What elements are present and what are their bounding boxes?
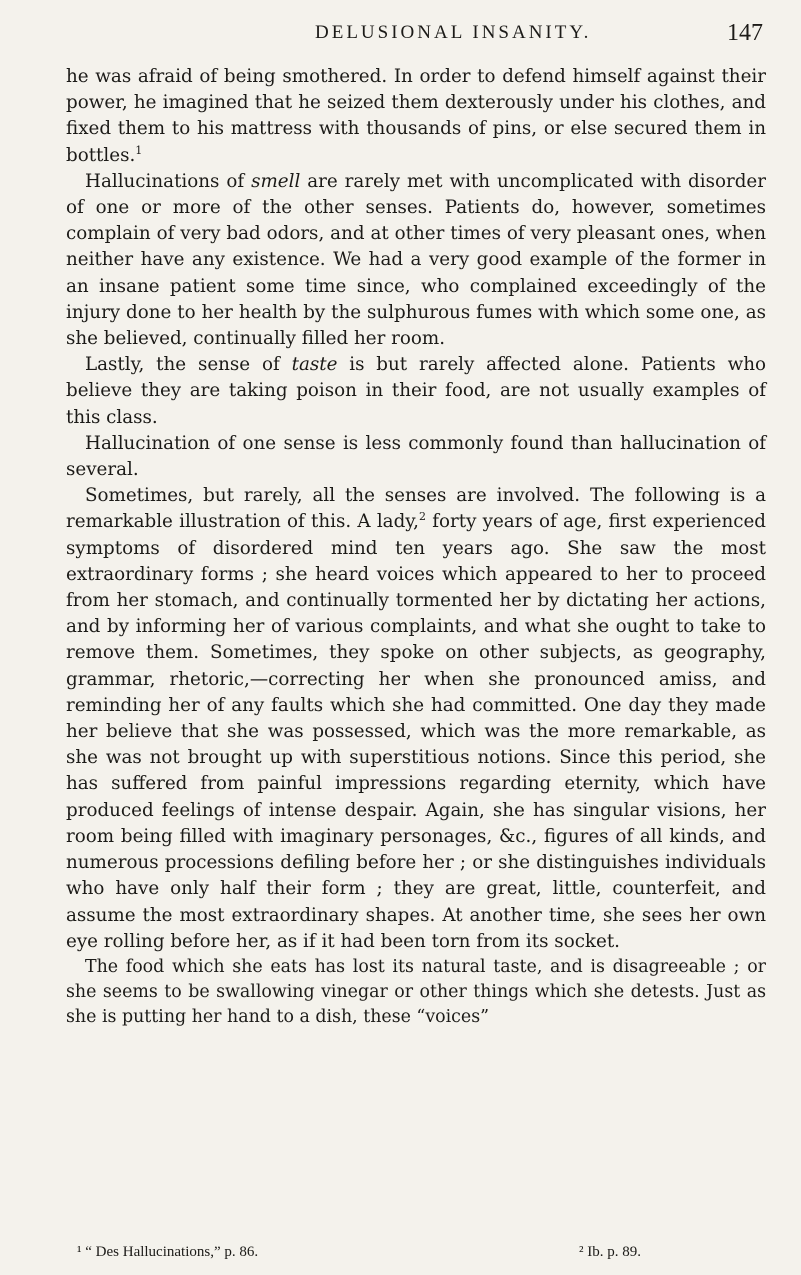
- paragraph-smell: [66, 169, 766, 352]
- paragraph-hallucination-one-sense: Hallucination of one sense is less commonly found than hallucination of several.: [66, 432, 766, 481]
- footnote-1: ¹ “ Des Hallucinations,” p. 86.: [77, 1244, 259, 1260]
- paragraph-text: forty years of age, first experienced symptoms of disordered mind ten years ago. She saw the most extraordinary forms ; she heard voices which appeared to her to proceed from her stomach, and continually tormented her by dictating her actions, and by informing her of various complaints, and what she ought to take to remove them. Sometimes, they spoke on other subjects, as geography, grammar, rhetoric,—correcting her when she pronounced amiss, and reminding her of any faults which she had committed. One day they made her believe that she was possessed, which was the more remarkable, as she was not brought up with superstitious notions. Since this period, she has suffered from painful impressions regarding eternity, which have produced feelings of intense despair. Again, she has singular visions, her room being filled with imaginary personages, &c., figures of all kinds, and numerous processions defiling before her ; or she distinguishes individuals who have only half their form ; they are great, little, counterfeit, and assume the most extraordinary shapes. At another time, she sees her own eye rolling before her, as if it had been torn from its socket.: [66, 511, 766, 952]
- paragraph-continuation: [66, 64, 766, 169]
- text-body: [66, 64, 766, 1031]
- paragraph-text: Lastly, the sense of: [85, 354, 292, 376]
- paragraph-all-senses: [66, 483, 766, 955]
- footnotes: [77, 1244, 717, 1266]
- paragraph-food-taste: The food which she eats has lost its natural taste, and is disagreeable ; or she seems to be swallowing vinegar or other things which she detests. Just as she is putting her hand to a dish, these “voices”: [66, 956, 766, 1028]
- running-title: DELUSIONAL INSANITY.: [315, 22, 592, 43]
- running-head: [0, 18, 801, 50]
- page-number: 147: [727, 20, 763, 46]
- footnote-2: ² Ib. p. 89.: [579, 1244, 641, 1260]
- paragraph-text: is but rarely affected alone. Patients who believe they are taking poison in their food, are not usually examples of this class.: [66, 354, 766, 428]
- paragraph-text: Sometimes, but rarely, all the senses are involved. The following is a remarkable illustration of this. A lady,: [66, 485, 766, 533]
- paragraph-taste: [66, 352, 766, 431]
- footnote-ref-2: 2: [418, 510, 426, 524]
- paragraph-text: he was afraid of being smothered. In order to defend himself against their power, he imagined that he seized them dexterously under his clothes, and fixed them to his mattress with thousands of pins, or else secured them in bottles.: [66, 66, 766, 166]
- emphasis-taste: taste: [291, 354, 338, 376]
- paragraph-text: are rarely met with uncomplicated with disorder of one or more of the other senses. Patients do, however, sometimes complain of very bad odors, and at other times of very pleasant ones, when neither have any existence. We had a very good example of the former in an insane patient some time since, who complained exceedingly of the injury done to her health by the sulphurous fumes with which some one, as she believed, continually filled her room.: [66, 170, 766, 350]
- paragraph-text: Hallucinations of: [85, 170, 252, 192]
- emphasis-smell: smell: [251, 170, 301, 192]
- footnote-ref-1: 1: [135, 143, 143, 157]
